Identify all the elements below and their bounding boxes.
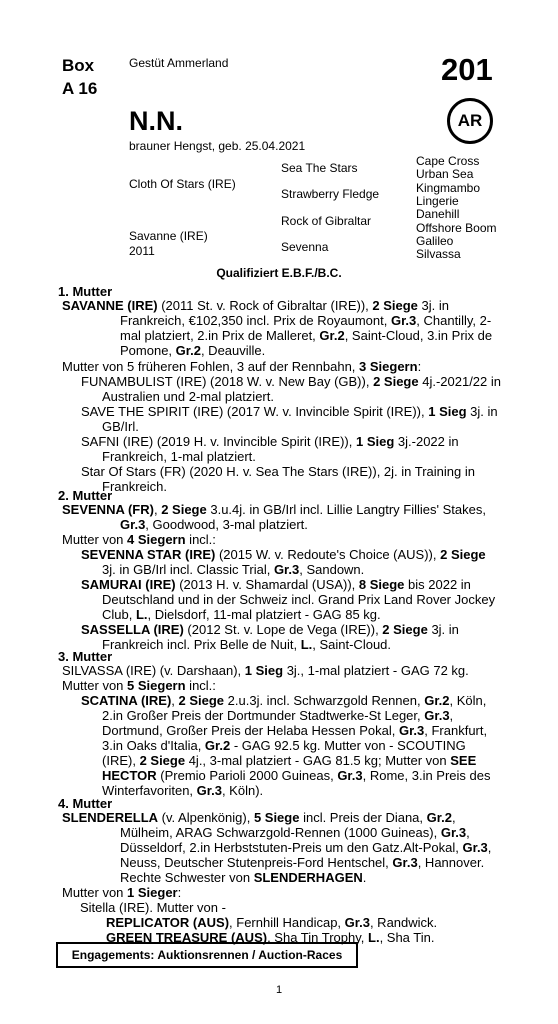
dam-paragraph: SAVANNE (IRE) (2011 St. v. Rock of Gibraltar (IRE)), 2 Siege 3j. in Frankreich, €102,350 incl. Prix de Royaumont, Gr.3, Chantilly, 2-mal platziert, 2.in Prix de Malleret, Gr.2, Saint-Cloud, 3.in Prix de Pomone, Gr.2, Deauville. Mutter von 5 früheren Fohlen, 3 auf der Rennbahn, 3 Siegern: FUNAMBULIST (IRE) (2018 W. v. New Bay (GB)), 2 Siege 4j.-2021/22 in Australien und 2-mal platziert. SAVE THE SPIRIT (IRE) (2017 W. v. Invincible Spirit (IRE)), 1 Sieg 3j. in GB/Irl. SAFNI (IRE) (2019 H. v. Invincible Spirit (IRE)), 1 Sieg 3j.-2022 in Frankreich, 1-mal platziert. Star Of Stars (FR) (2020 H. v. Sea The Stars (IRE)), 2j. in Training in Frankreich. bbox=[62, 298, 502, 494]
pedigree-gen2-2: Strawberry Fledge bbox=[281, 187, 380, 201]
pedigree-gen2-4: Sevenna bbox=[281, 240, 329, 254]
third-dam-paragraph: SILVASSA (IRE) (v. Darshaan), 1 Sieg 3j., 1-mal platziert - GAG 72 kg. Mutter von 5 Siegern incl.: SCATINA (IRE), 2 Siege 2.u.3j. incl. Schwarzgold Rennen, Gr.2, Köln, 2.in Großer Preis der Dortmunder Stadtwerke-St Leger, Gr.3, Dortmund, Großer Preis der Helaba Hessen Pokal, Gr.3, Frankfurt, 3.in Oaks d'Italia, Gr.2 - GAG 92.5 kg. Mutter von - SCOUTING (IRE), 2 Siege 4j., 3-mal platziert - GAG 81.5 kg; Mutter von SEE HECTOR (Premio Parioli 2000 Guineas, Gr.3, Rome, 3.in Preis des Winterfavoriten, Gr.3, Köln). bbox=[62, 663, 491, 798]
pedigree-gen3-6: Offshore Boom bbox=[416, 221, 497, 235]
page-number: 1 bbox=[275, 984, 283, 996]
pedigree-gen3-8: Silvassa bbox=[416, 247, 461, 261]
pedigree-gen2-3: Rock of Gibraltar bbox=[281, 214, 372, 228]
fourth-dam-paragraph: SLENDERELLA (v. Alpenkönig), 5 Siege incl. Preis der Diana, Gr.2, Mülheim, ARAG Schwarzgold-Rennen (1000 Guineas), Gr.3, Düsseldorf, 2.in Herbststuten-Preis um den Gatz.Alt-Pokal, Gr.3, Neuss, Deutscher Stutenpreis-Ford Hentschel, Gr.3, Hannover. Rechte Schwester von SLENDERHAGEN. Mutter von 1 Sieger: Sitella (IRE). Mutter von - REPLICATOR (AUS), Fernhill Handicap, Gr.3, Randwick. GREEN TREASURE (AUS), Sha Tin Trophy, L., Sha Tin. bbox=[62, 810, 492, 945]
engagements-box: Engagements: Auktionsrennen / Auction-Races bbox=[56, 942, 358, 968]
pedigree-gen3-1: Cape Cross bbox=[416, 154, 480, 168]
pedigree-gen2-1: Sea The Stars bbox=[281, 161, 358, 175]
pedigree-dam: Savanne (IRE) bbox=[129, 229, 208, 243]
pedigree-gen3-5: Danehill bbox=[416, 207, 460, 221]
pedigree-gen3-7: Galileo bbox=[416, 234, 454, 248]
section-heading-4: 4. Mutter bbox=[58, 796, 113, 811]
section-heading-1: 1. Mutter bbox=[58, 284, 113, 299]
horse-name: N.N. bbox=[129, 106, 183, 136]
pedigree-gen3-4: Lingerie bbox=[416, 194, 459, 208]
qualification: Qualifiziert E.B.F./B.C. bbox=[216, 266, 342, 280]
section-heading-3: 3. Mutter bbox=[58, 649, 113, 664]
pedigree-sire: Cloth Of Stars (IRE) bbox=[129, 177, 236, 191]
ar-badge: AR bbox=[447, 98, 493, 144]
second-dam-paragraph: SEVENNA (FR), 2 Siege 3.u.4j. in GB/Irl incl. Lillie Langtry Fillies' Stakes, Gr.3, Goodwood, 3-mal platziert. Mutter von 4 Siegern incl.: SEVENNA STAR (IRE) (2015 W. v. Redoute's Choice (AUS)), 2 Siege 3j. in GB/Irl incl. Classic Trial, Gr.3, Sandown. SAMURAI (IRE) (2013 H. v. Shamardal (USA)), 8 Siege bis 2022 in Deutschland und in der Schweiz incl. Grand Prix Land Rover Jockey Club, L., Dielsdorf, 11-mal platziert - GAG 85 kg. SASSELLA (IRE) (2012 St. v. Lope de Vega (IRE)), 2 Siege 3j. in Frankreich incl. Prix Belle de Nuit, L., Saint-Cloud. bbox=[62, 502, 496, 652]
section-heading-2: 2. Mutter bbox=[58, 488, 113, 503]
lot-number: 201 bbox=[441, 52, 493, 87]
breeder: Gestüt Ammerland bbox=[129, 56, 229, 70]
pedigree-gen3-3: Kingmambo bbox=[416, 181, 481, 195]
horse-description: brauner Hengst, geb. 25.04.2021 bbox=[129, 139, 306, 153]
pedigree-gen3-2: Urban Sea bbox=[416, 167, 474, 181]
box-number: A 16 bbox=[62, 79, 98, 98]
box-label bbox=[62, 54, 97, 100]
pedigree-dam-year: 2011 bbox=[129, 244, 155, 258]
box-word: Box bbox=[62, 56, 95, 75]
